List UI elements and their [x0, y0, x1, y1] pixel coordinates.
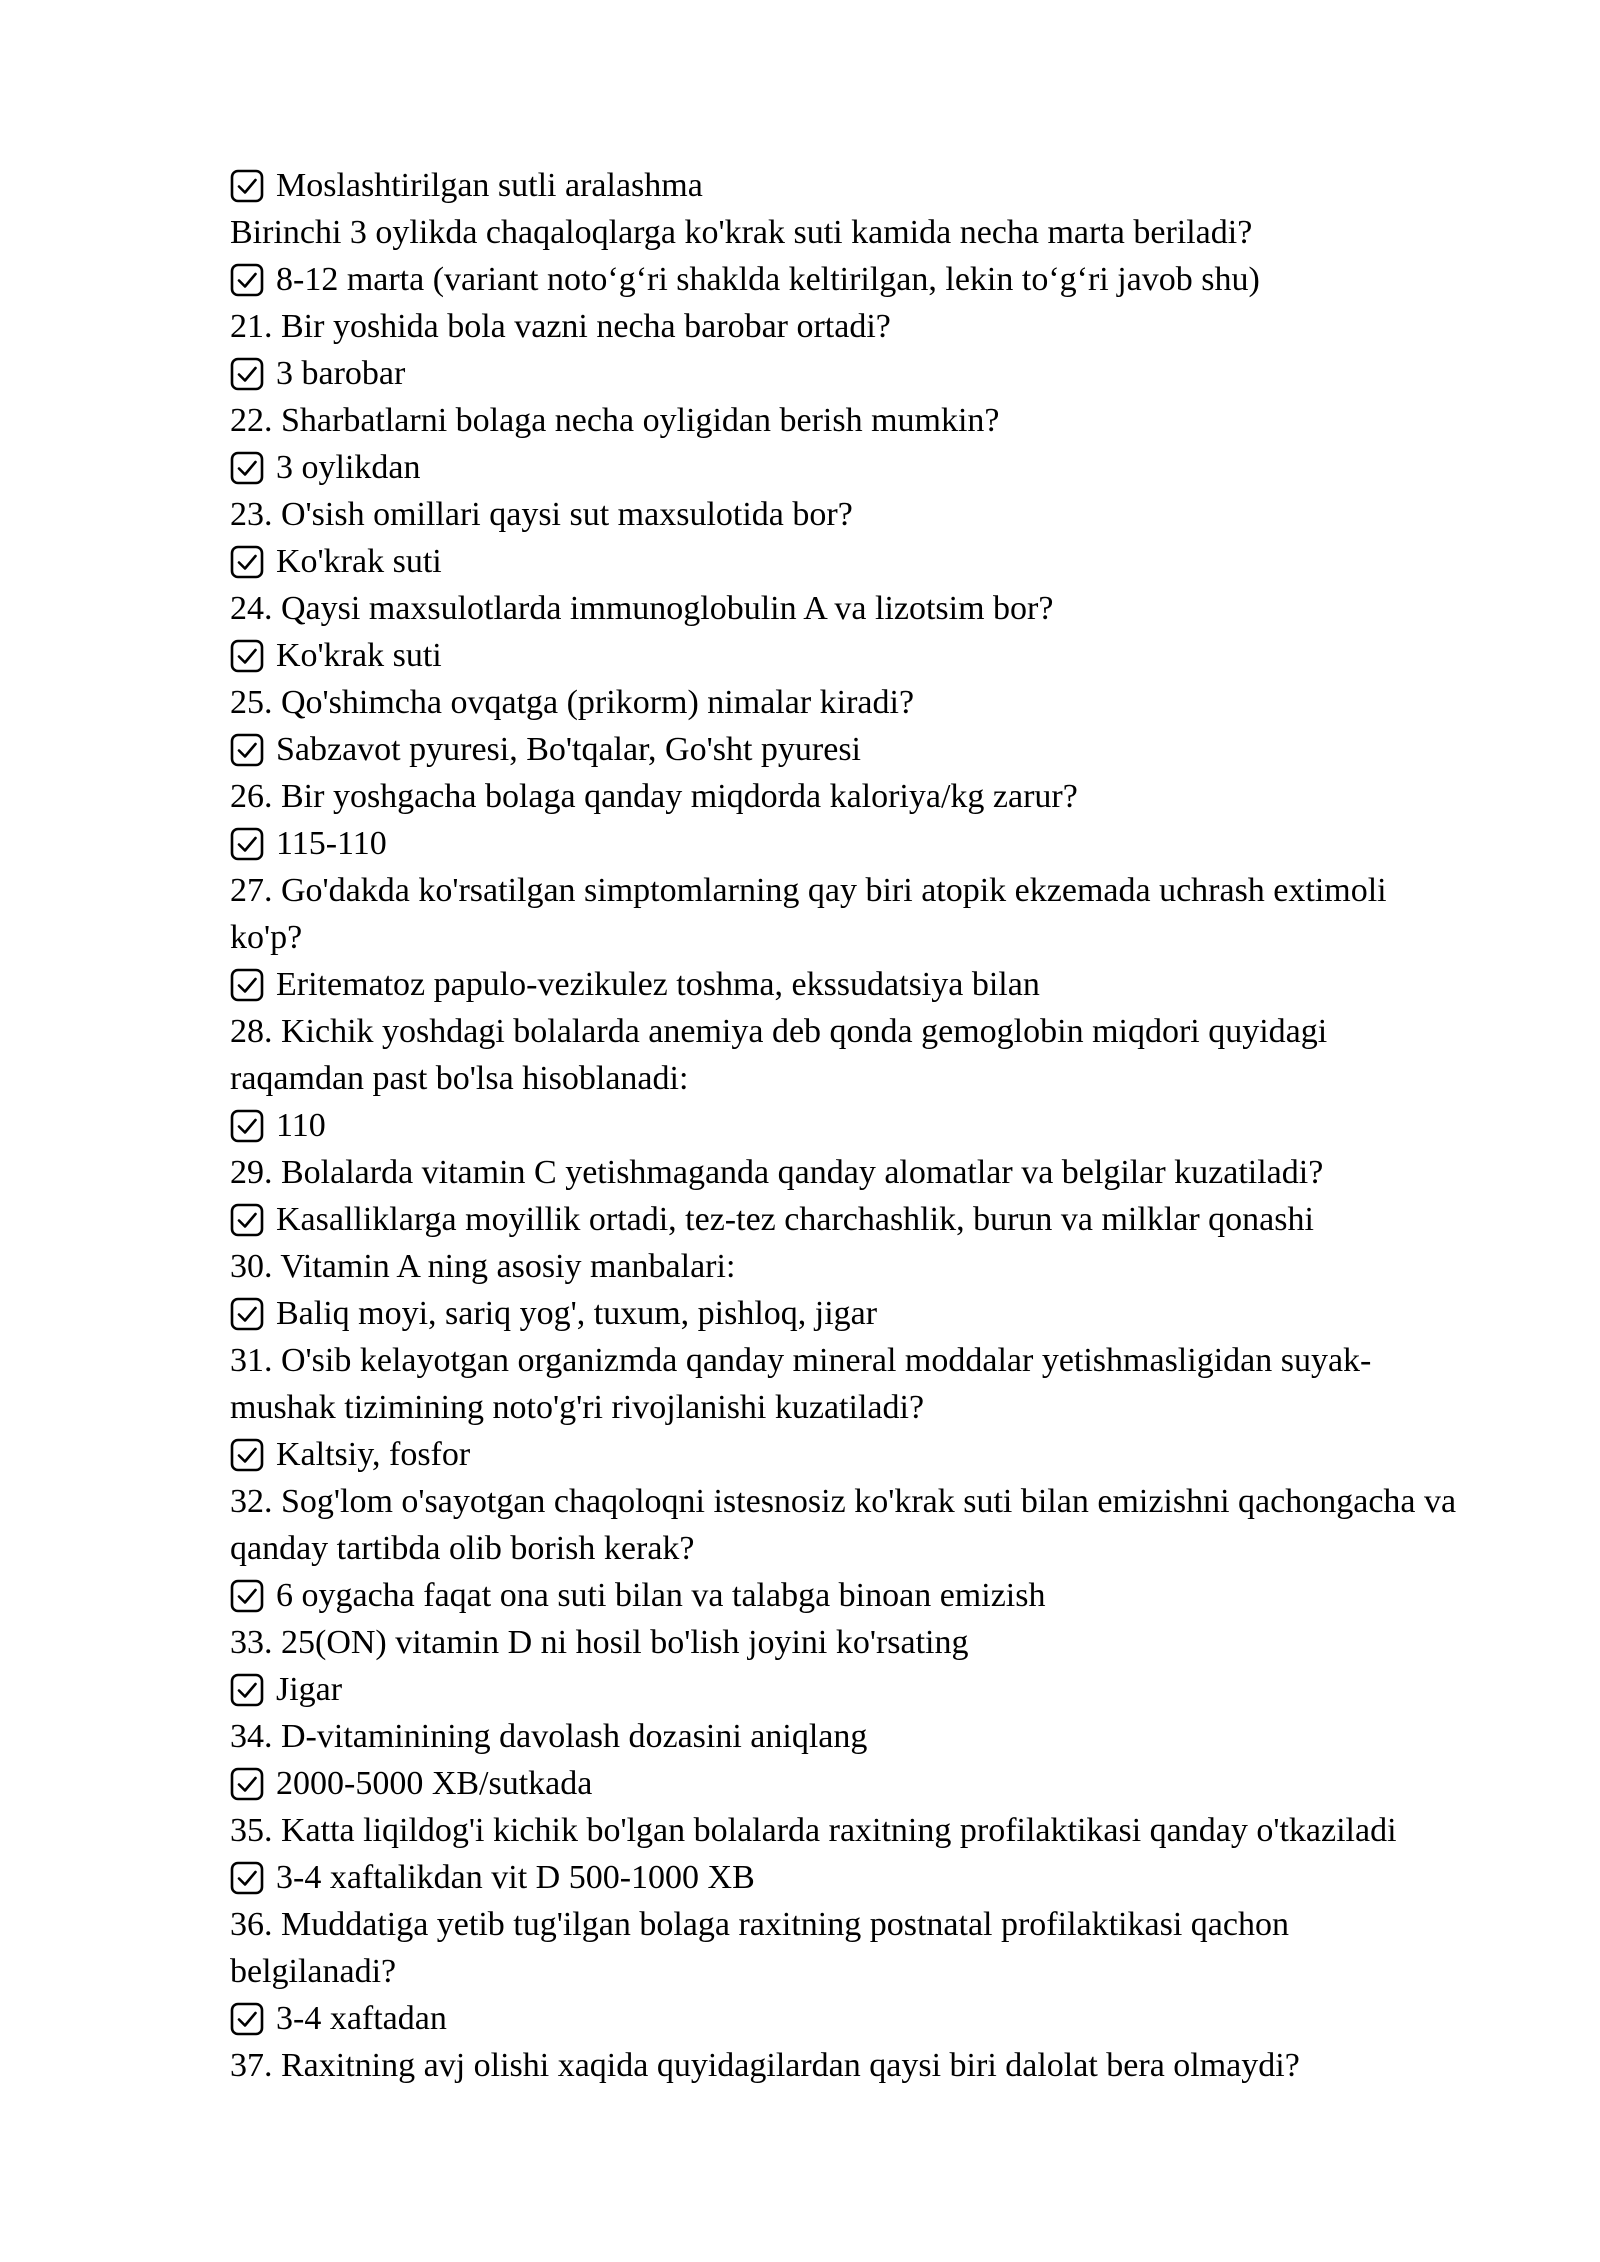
checkbox-checked-icon [230, 968, 264, 1002]
answer-text: Kaltsiy, fosfor [276, 1436, 471, 1473]
answer-text: Jigar [276, 1671, 343, 1708]
answer-line [230, 1431, 1460, 1478]
question-line: 22. Sharbatlarni bolaga necha oyligidan berish mumkin? [230, 402, 1000, 439]
answer-text: 6 oygacha faqat ona suti bilan va talabga binoan emizish [276, 1577, 1046, 1614]
question-line: 32. Sog'lom o'sayotgan chaqoloqni istesnosiz ko'krak suti bilan emizishni qachongacha va qanday tartibda olib borish kerak? [230, 1483, 1457, 1567]
answer-line [230, 1290, 1460, 1337]
answer-line [230, 1666, 1460, 1713]
question-line: 37. Raxitning avj olishi xaqida quyidagilardan qaysi biri dalolat bera olmaydi? [230, 2047, 1300, 2084]
checkbox-checked-icon [230, 451, 264, 485]
question-line: 36. Muddatiga yetib tug'ilgan bolaga raxitning postnatal profilaktikasi qachon belgilanadi? [230, 1906, 1289, 1990]
question-line: 34. D-vitaminining davolash dozasini aniqlang [230, 1718, 868, 1755]
answer-line [230, 1995, 1460, 2042]
answer-line [230, 1196, 1460, 1243]
answer-text: Baliq moyi, sariq yog', tuxum, pishloq, jigar [276, 1295, 878, 1332]
checkbox-checked-icon [230, 2002, 264, 2036]
question-line: Birinchi 3 oylikda chaqaloqlarga ko'krak suti kamida necha marta beriladi? [230, 214, 1253, 251]
answer-line [230, 350, 1460, 397]
question-line: 26. Bir yoshgacha bolaga qanday miqdorda kaloriya/kg zarur? [230, 778, 1078, 815]
answer-line [230, 444, 1460, 491]
answer-text: Ko'krak suti [276, 637, 442, 674]
checkbox-checked-icon [230, 1673, 264, 1707]
question-line: 35. Katta liqildog'i kichik bo'lgan bolalarda raxitning profilaktikasi qanday o'tkaziladi [230, 1812, 1397, 1849]
question-line: 23. O'sish omillari qaysi sut maxsulotida bor? [230, 496, 853, 533]
checkbox-checked-icon [230, 1109, 264, 1143]
question-line: 24. Qaysi maxsulotlarda immunoglobulin A va lizotsim bor? [230, 590, 1054, 627]
answer-line [230, 1572, 1460, 1619]
answer-line [230, 1854, 1460, 1901]
checkbox-checked-icon [230, 169, 264, 203]
question-line: 21. Bir yoshida bola vazni necha barobar ortadi? [230, 308, 891, 345]
answer-text: 3-4 xaftalikdan vit D 500-1000 XB [276, 1859, 755, 1896]
checkbox-checked-icon [230, 1579, 264, 1613]
answer-text: Moslashtirilgan sutli aralashma [276, 167, 703, 204]
answer-line [230, 726, 1460, 773]
answer-text: 110 [276, 1107, 326, 1144]
question-line: 30. Vitamin A ning asosiy manbalari: [230, 1248, 736, 1285]
checkbox-checked-icon [230, 1438, 264, 1472]
answer-text: 2000-5000 XB/sutkada [276, 1765, 593, 1802]
checkbox-checked-icon [230, 733, 264, 767]
answer-text: 3-4 xaftadan [276, 2000, 447, 2037]
checkbox-checked-icon [230, 357, 264, 391]
answer-line [230, 961, 1460, 1008]
answer-line [230, 256, 1460, 303]
answer-text: Kasalliklarga moyillik ortadi, tez-tez charchashlik, burun va milklar qonashi [276, 1201, 1314, 1238]
document-page [230, 162, 1460, 2089]
checkbox-checked-icon [230, 263, 264, 297]
answer-text: 3 barobar [276, 355, 406, 392]
answer-text: Eritematoz papulo-vezikulez toshma, ekssudatsiya bilan [276, 966, 1040, 1003]
answer-line [230, 632, 1460, 679]
answer-line [230, 1760, 1460, 1807]
question-line: 25. Qo'shimcha ovqatga (prikorm) nimalar kiradi? [230, 684, 915, 721]
checkbox-checked-icon [230, 1203, 264, 1237]
answer-text: 3 oylikdan [276, 449, 421, 486]
question-line: 33. 25(ON) vitamin D ni hosil bo'lish joyini ko'rsating [230, 1624, 969, 1661]
answer-text: Sabzavot pyuresi, Bo'tqalar, Go'sht pyuresi [276, 731, 862, 768]
checkbox-checked-icon [230, 1297, 264, 1331]
answer-text: Ko'krak suti [276, 543, 442, 580]
question-line: 29. Bolalarda vitamin C yetishmaganda qanday alomatlar va belgilar kuzatiladi? [230, 1154, 1324, 1191]
answer-line [230, 538, 1460, 585]
answer-text: 115-110 [276, 825, 387, 862]
answer-text: 8-12 marta (variant noto‘g‘ri shaklda keltirilgan, lekin to‘g‘ri javob shu) [276, 261, 1260, 298]
checkbox-checked-icon [230, 1861, 264, 1895]
answer-line [230, 1102, 1460, 1149]
checkbox-checked-icon [230, 545, 264, 579]
question-line: 27. Go'dakda ko'rsatilgan simptomlarning qay biri atopik ekzemada uchrash extimoli ko'p? [230, 872, 1387, 956]
question-line: 28. Kichik yoshdagi bolalarda anemiya deb qonda gemoglobin miqdori quyidagi raqamdan past bo'lsa hisoblanadi: [230, 1013, 1328, 1097]
answer-line [230, 820, 1460, 867]
checkbox-checked-icon [230, 1767, 264, 1801]
checkbox-checked-icon [230, 639, 264, 673]
answer-line [230, 162, 1460, 209]
question-line: 31. O'sib kelayotgan organizmda qanday mineral moddalar yetishmasligidan suyak-mushak tizimining noto'g'ri rivojlanishi kuzatiladi? [230, 1342, 1372, 1426]
checkbox-checked-icon [230, 827, 264, 861]
